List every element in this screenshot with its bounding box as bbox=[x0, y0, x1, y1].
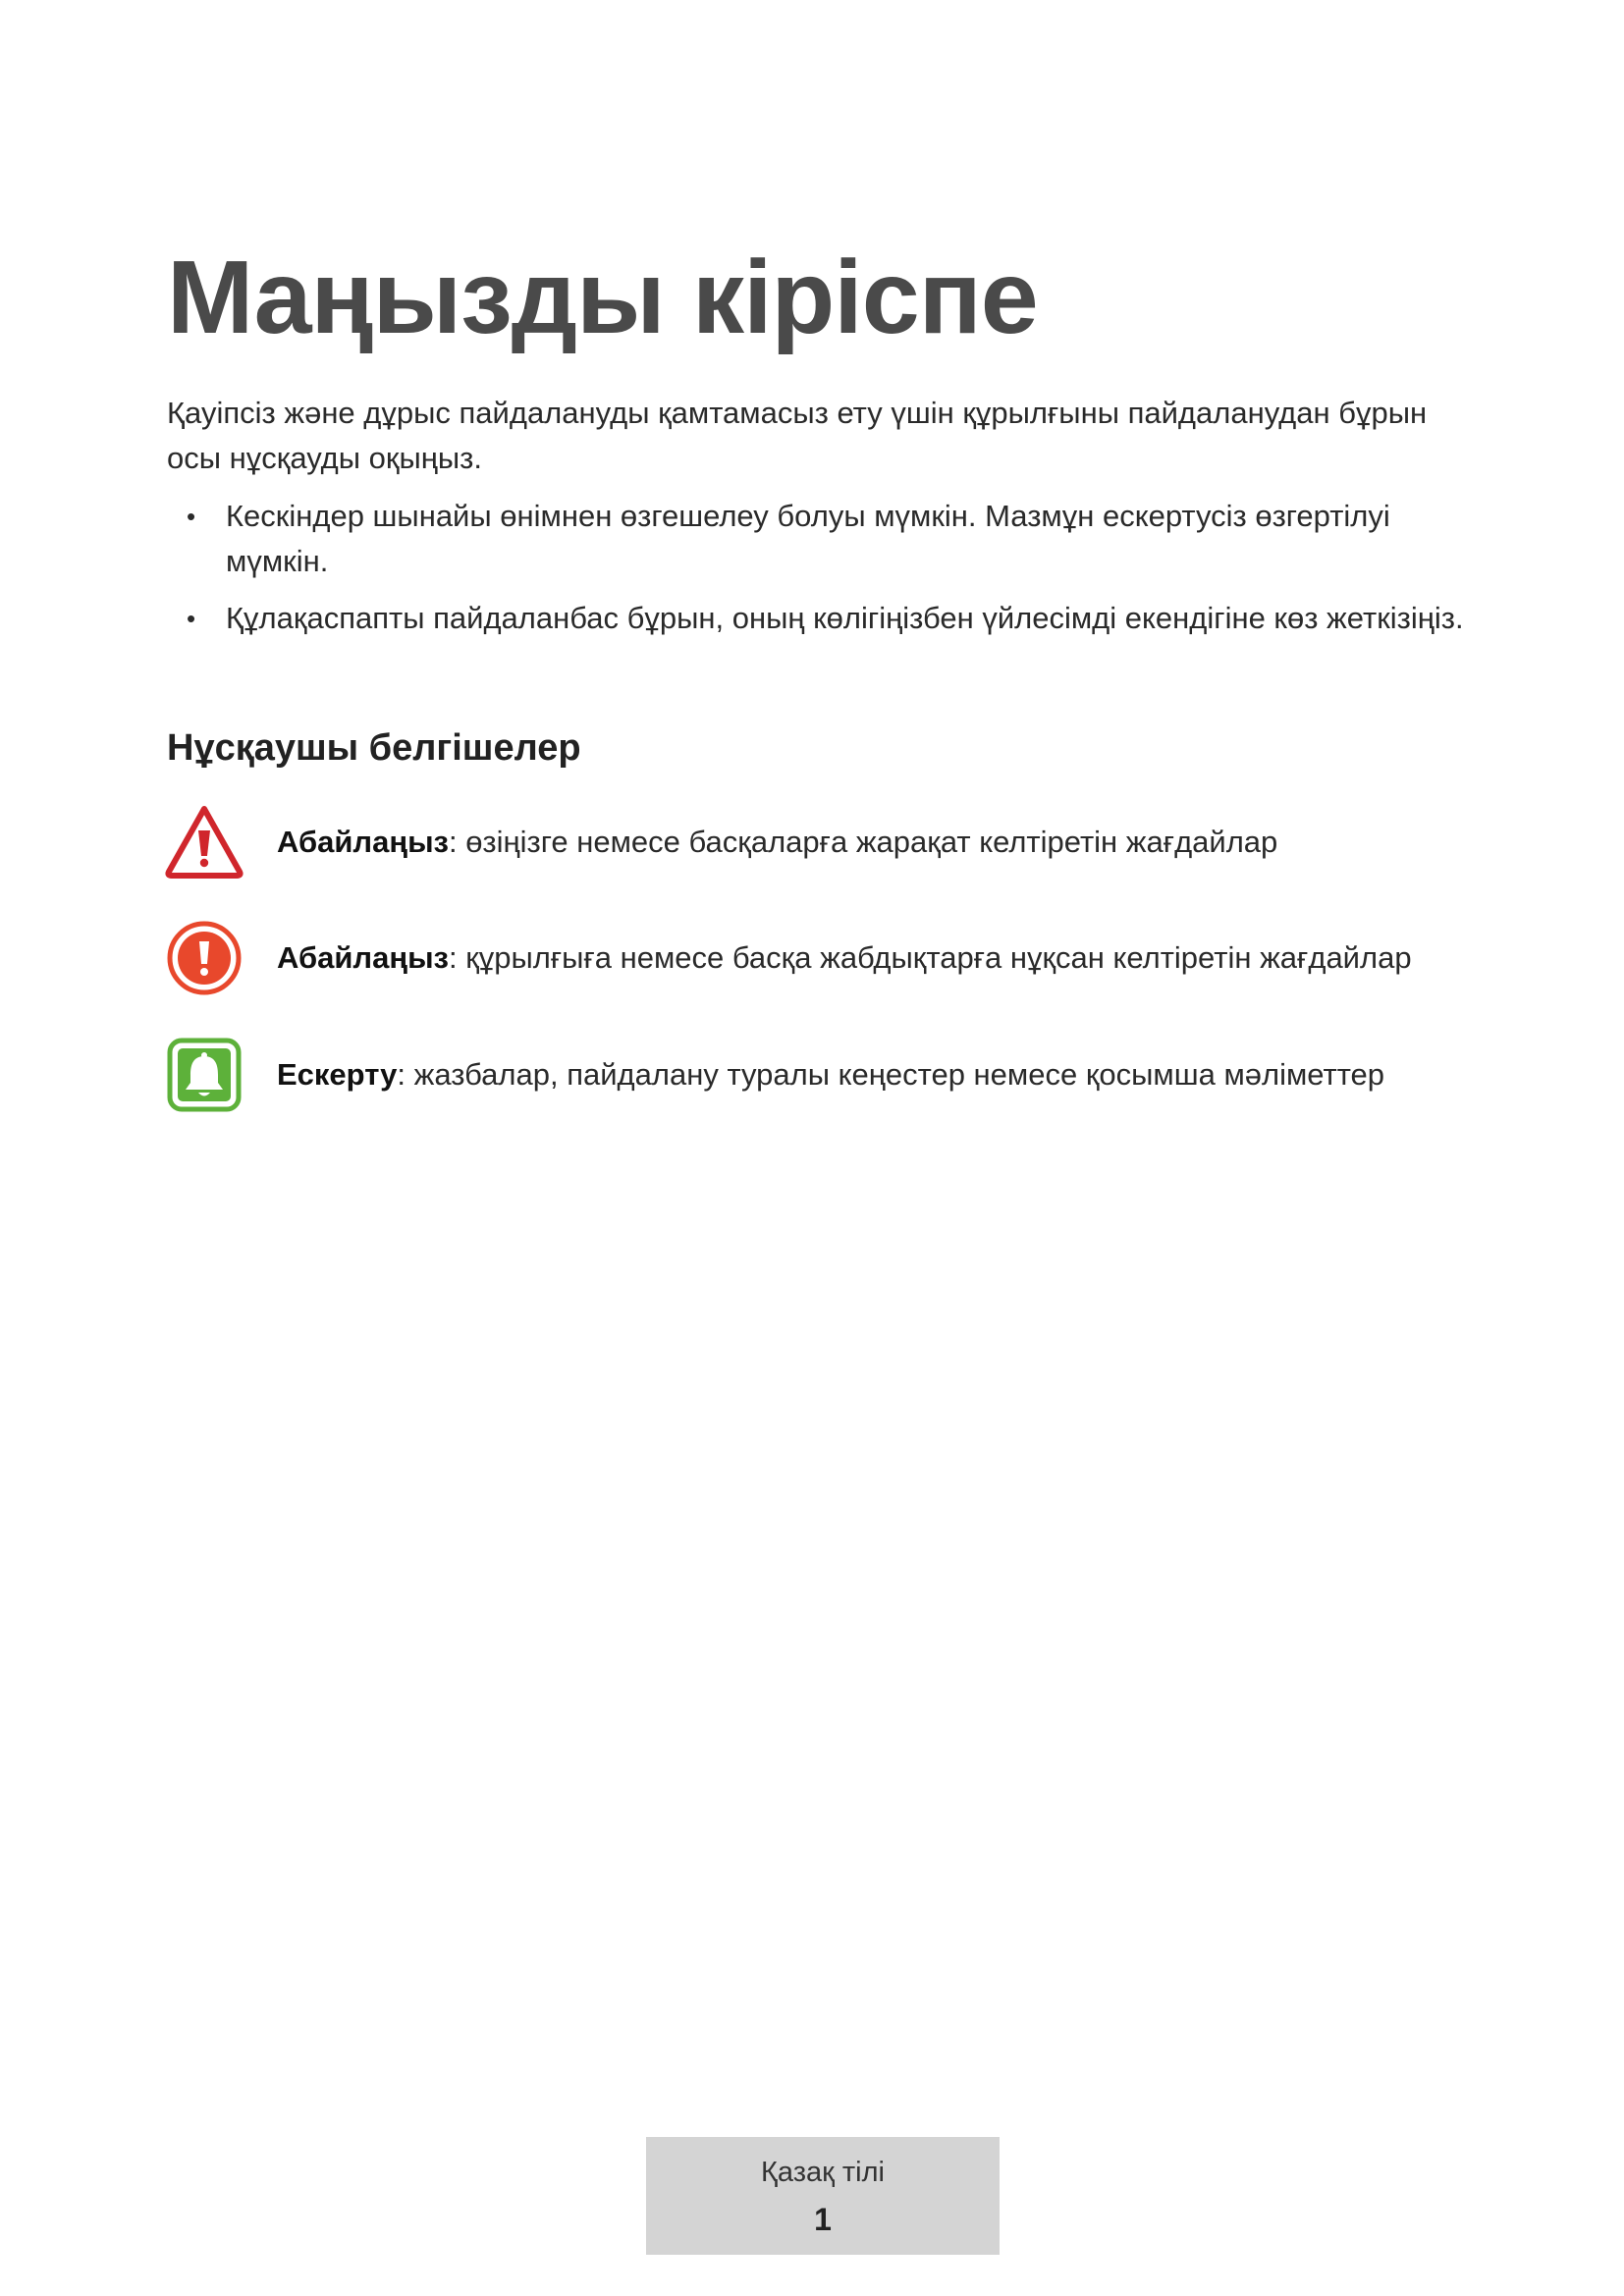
caution-circle-icon bbox=[165, 919, 244, 997]
bullet-marker: • bbox=[187, 604, 196, 633]
icon-description bbox=[277, 1055, 1384, 1095]
icon-row-warning bbox=[165, 803, 1481, 881]
bullet-text: Кескіндер шынайы өнімнен өзгешелеу болуы мүмкін. Мазмұн ескертусіз өзгертілуі мүмкін. bbox=[226, 499, 1390, 578]
list-item bbox=[167, 596, 1473, 641]
icon-description bbox=[277, 823, 1277, 862]
bullet-text: Құлақаспапты пайдаланбас бұрын, оның көлігіңізбен үйлесімді екендігіне көз жеткізіңіз. bbox=[226, 601, 1464, 635]
icon-label: Абайлаңыз bbox=[277, 825, 449, 859]
icon-text: : жазбалар, пайдалану туралы кеңестер немесе қосымша мәліметтер bbox=[397, 1057, 1385, 1092]
warning-triangle-icon bbox=[165, 803, 244, 881]
bullet-list bbox=[167, 494, 1473, 653]
icon-row-note bbox=[165, 1036, 1481, 1114]
warning-triangle-svg bbox=[165, 803, 244, 881]
icon-label: Ескерту bbox=[277, 1057, 398, 1092]
page-number: 1 bbox=[814, 2202, 832, 2237]
bell-note-svg bbox=[165, 1036, 244, 1114]
page-footer bbox=[646, 2137, 1000, 2255]
icon-text: : құрылғыға немесе басқа жабдықтарға нұқсан келтіретін жағдайлар bbox=[448, 940, 1412, 975]
intro-paragraph: Қауіпсіз және дұрыс пайдалануды қамтамасыз ету үшін құрылғыны пайдаланудан бұрын осы нұсқауды оқыңыз. bbox=[167, 396, 1428, 475]
icon-description bbox=[277, 938, 1412, 978]
icon-text: : өзіңізге немесе басқаларға жарақат келтіретін жағдайлар bbox=[448, 825, 1278, 859]
icon-label: Абайлаңыз bbox=[277, 940, 449, 975]
footer-language: Қазақ тілі bbox=[761, 2157, 885, 2188]
bell-note-icon bbox=[165, 1036, 244, 1114]
list-item bbox=[167, 494, 1473, 584]
caution-circle-svg bbox=[165, 919, 244, 997]
page-title: Маңызды кіріспе bbox=[167, 240, 1038, 355]
bullet-marker: • bbox=[187, 502, 196, 531]
section-heading: Нұсқаушы белгішелер bbox=[167, 727, 581, 769]
icon-row-caution bbox=[165, 919, 1481, 997]
